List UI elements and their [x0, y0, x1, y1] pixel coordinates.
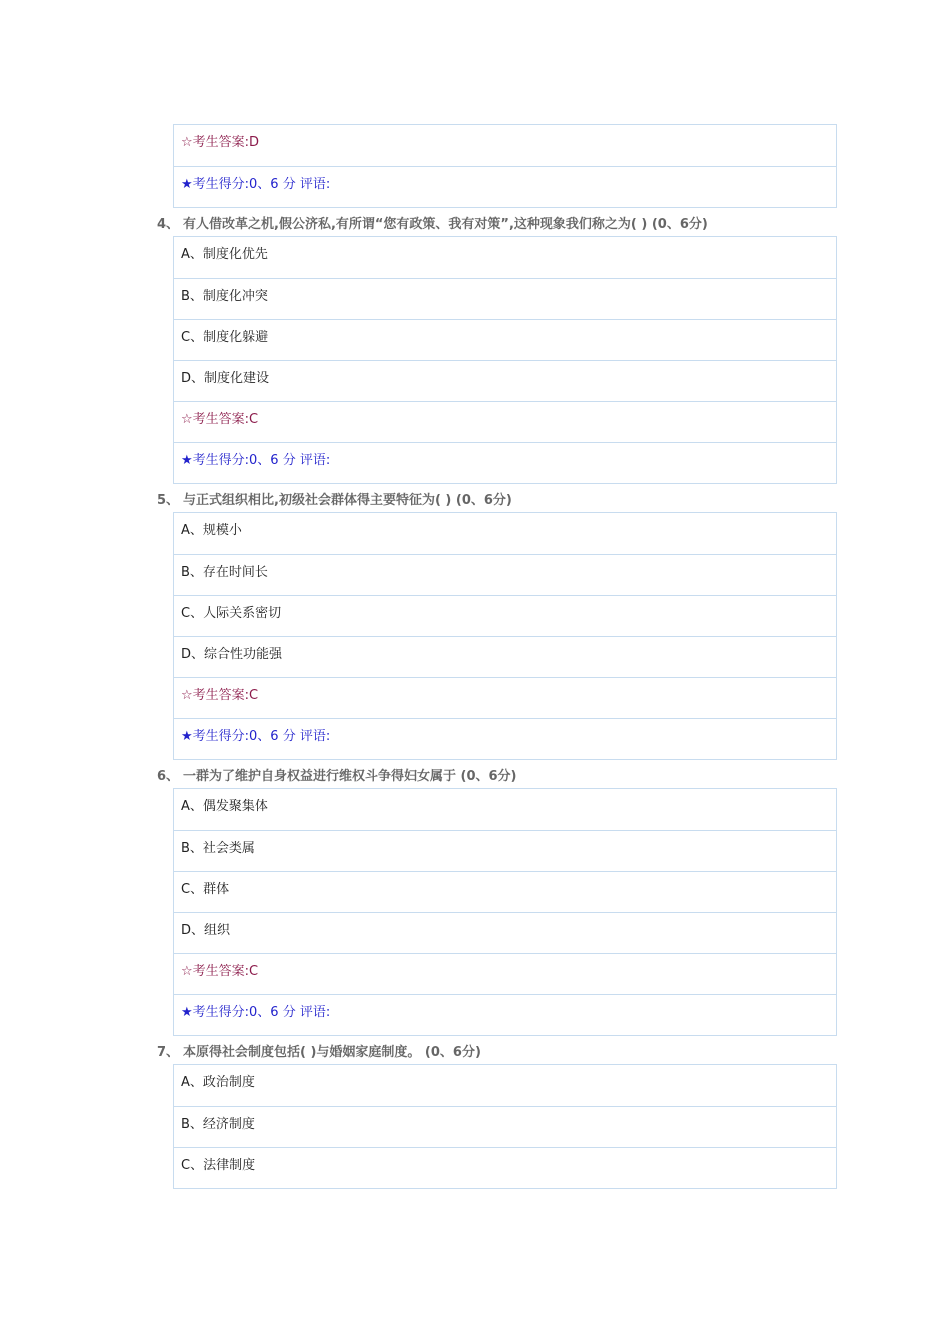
question-title: [157, 208, 950, 236]
option-c: C、法律制度: [174, 1147, 836, 1188]
option-c: C、人际关系密切: [174, 595, 836, 636]
option-d: D、综合性功能强: [174, 636, 836, 677]
question-box: [173, 512, 837, 760]
question-box: [173, 236, 837, 484]
question-text: 与正式组织相比,初级社会群体得主要特征为( ) (0、6分): [183, 493, 512, 508]
question-box: [173, 788, 837, 1036]
option-a: A、规模小: [181, 523, 242, 538]
question-title: [157, 1036, 950, 1064]
question-number: 7、: [157, 1045, 180, 1060]
exam-content: [0, 124, 950, 1189]
option-a: A、政治制度: [181, 1075, 255, 1090]
question-text: 本原得社会制度包括( )与婚姻家庭制度。 (0、6分): [183, 1045, 481, 1060]
option-c: C、制度化躲避: [174, 319, 836, 360]
option-b: B、经济制度: [174, 1106, 836, 1147]
question-number: 4、: [157, 217, 180, 232]
student-score: ★考生得分:0、6 分 评语:: [174, 718, 836, 759]
option-b: B、存在时间长: [174, 554, 836, 595]
question-title: [157, 484, 950, 512]
question-text: 有人借改革之机,假公济私,有所谓“您有政策、我有对策”,这种现象我们称之为( ) (0、6分): [183, 217, 708, 232]
option-a: A、制度化优先: [181, 247, 268, 262]
option-a: A、偶发聚集体: [181, 799, 268, 814]
student-answer: ☆考生答案:C: [174, 677, 836, 718]
option-d: D、制度化建设: [174, 360, 836, 401]
student-answer: ☆考生答案:D: [181, 135, 260, 150]
option-b: B、社会类属: [174, 830, 836, 871]
question-text: 一群为了维护自身权益进行维权斗争得妇女属于 (0、6分): [183, 769, 517, 784]
prev-answer-box: [173, 124, 837, 208]
question-number: 6、: [157, 769, 180, 784]
student-score: ★考生得分:0、6 分 评语:: [174, 994, 836, 1035]
question-number: 5、: [157, 493, 180, 508]
student-answer: ☆考生答案:C: [174, 953, 836, 994]
option-c: C、群体: [174, 871, 836, 912]
question-title: [157, 760, 950, 788]
option-b: B、制度化冲突: [174, 278, 836, 319]
option-d: D、组织: [174, 912, 836, 953]
question-box: [173, 1064, 837, 1189]
student-answer: ☆考生答案:C: [174, 401, 836, 442]
student-score: ★考生得分:0、6 分 评语:: [174, 442, 836, 483]
student-score: ★考生得分:0、6 分 评语:: [174, 166, 836, 207]
